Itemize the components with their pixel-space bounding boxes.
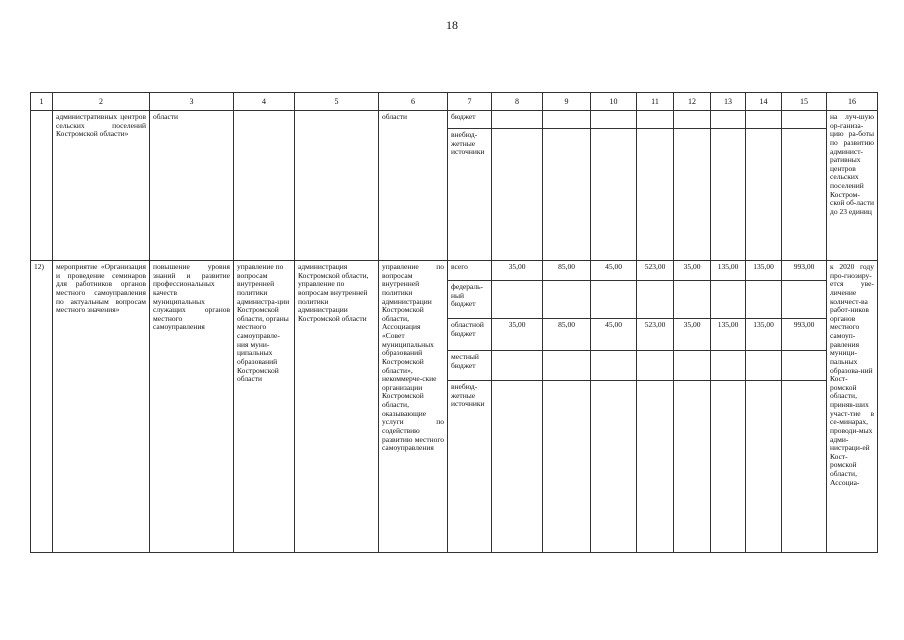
value-cell: 993,00 — [782, 261, 827, 281]
program-table — [30, 92, 878, 553]
header-cell: 16 — [827, 93, 878, 111]
executor-cell: области — [379, 111, 448, 261]
table-row — [31, 111, 878, 129]
value-cell: 135,00 — [746, 261, 782, 281]
participants-cell: управление по вопросам внутренней политики администрации Костромской области, Ассоциация «Совет муниципальных образований Костромской области», некоммерче-ские организации Костромской области, оказывающие услуги по содействию развитию местного самоуправления — [379, 261, 448, 553]
header-cell: 12 — [674, 93, 711, 111]
header-cell: 10 — [591, 93, 637, 111]
goal-cell: повышение уровня знаний и развитие профессиональных качеств муниципальных служащих органов местного самоуправления — [150, 261, 234, 553]
measure-name-cell: мероприятие «Организация и проведение семинаров для работников органов местного самоуправления по актуальным вопросам местного значения» — [53, 261, 150, 553]
header-cell: 11 — [637, 93, 674, 111]
coexecutor-cell: администрация Костромской области, управление по вопросам внутренней политики администрации Костромской области — [295, 261, 379, 553]
header-cell: 6 — [379, 93, 448, 111]
header-cell: 1 — [31, 93, 53, 111]
header-cell: 15 — [782, 93, 827, 111]
header-cell: 9 — [543, 93, 591, 111]
value-cell: 523,00 — [637, 261, 674, 281]
header-cell: 5 — [295, 93, 379, 111]
value-cell: 35,00 — [492, 319, 543, 351]
header-cell: 13 — [711, 93, 746, 111]
header-cell: 8 — [492, 93, 543, 111]
item-number-cell: 12) — [31, 261, 53, 553]
value-cell: 993,00 — [782, 319, 827, 351]
source-cell: внебюд-жетные источники — [448, 129, 492, 261]
responsible-cell: управление по вопросам внутренней политики администра-ции Костромской области, органы местного самоуправле-ния муни-ципальных образований Костромской области — [234, 261, 295, 553]
header-cell: 2 — [53, 93, 150, 111]
result-cell: к 2020 году про-гнозиру-ется уве-личение количест-ва работ-ников органов местного самоуп-равления муници-пальных образова-ний Кост-ромской области, приняв-ших участ-тие в се-минарах, проводи-мых адми-нистраци-ей Кост-ромской области, Ассоциа- — [827, 261, 878, 553]
source-cell: всего — [448, 261, 492, 281]
measure-name-cell: административных центров сельских поселений Костромской области» — [53, 111, 150, 261]
value-cell: 45,00 — [591, 261, 637, 281]
value-cell: 85,00 — [543, 261, 591, 281]
header-cell: 3 — [150, 93, 234, 111]
value-cell: 35,00 — [492, 261, 543, 281]
value-cell: 85,00 — [543, 319, 591, 351]
source-cell: федераль-ный бюджет — [448, 281, 492, 319]
value-cell: 135,00 — [746, 319, 782, 351]
value-cell: 135,00 — [711, 319, 746, 351]
table-row — [31, 261, 878, 281]
source-cell: внебюд-жетные источники — [448, 381, 492, 553]
goal-cell: области — [150, 111, 234, 261]
table-header-row — [31, 93, 878, 111]
header-cell: 7 — [448, 93, 492, 111]
header-cell: 4 — [234, 93, 295, 111]
value-cell: 45,00 — [591, 319, 637, 351]
value-cell: 35,00 — [674, 261, 711, 281]
value-cell: 135,00 — [711, 261, 746, 281]
page-number: 18 — [446, 18, 458, 32]
source-cell: местный бюджет — [448, 351, 492, 381]
source-cell: бюджет — [448, 111, 492, 129]
source-cell: областной бюджет — [448, 319, 492, 351]
value-cell: 523,00 — [637, 319, 674, 351]
header-cell: 14 — [746, 93, 782, 111]
result-cell: на луч-шую ор-ганиза-цию ра-боты по развитию админист-ративных центров сельских поселений Костром-ской об-ласти до 23 единиц — [827, 111, 878, 261]
value-cell: 35,00 — [674, 319, 711, 351]
